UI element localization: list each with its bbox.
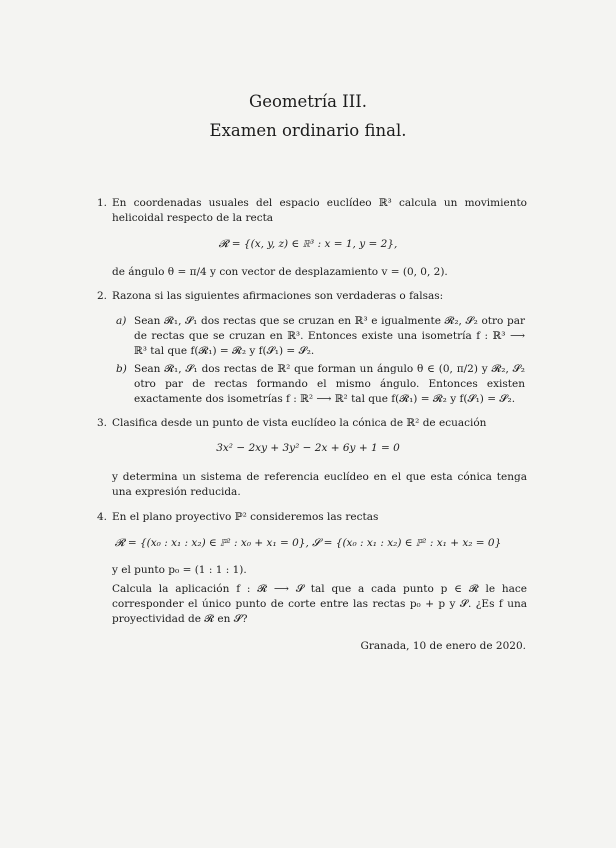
problem-4 <box>97 510 527 525</box>
problem-text: En el plano proyectivo ℙ² consideremos las rectas <box>112 511 379 523</box>
item-text: Sean 𝓡₁, 𝓢₁ dos rectas que se cruzan en ℝ³ e igualmente 𝓡₂, 𝓢₂ otro par de rectas que se cruzan en ℝ³. Entonces existe una isometría f : ℝ³ ⟶ ℝ³ tal que f(𝓡₁) = 𝓡₂ y f(𝓢₁) = 𝓢₂. <box>134 315 525 357</box>
problem-text: Razona si las siguientes afirmaciones son verdaderas o falsas: <box>112 290 444 302</box>
place-date: Granada, 10 de enero de 2020. <box>360 640 526 652</box>
problem-3-after <box>97 470 527 500</box>
problem-3 <box>97 416 527 431</box>
problem-3-equation: 3x² − 2xy + 3y² − 2x + 6y + 1 = 0 <box>216 442 400 454</box>
problem-2-item-b <box>116 362 525 407</box>
problem-4-equation: 𝓡 = {(x₀ : x₁ : x₂) ∈ ℙ² : x₀ + x₁ = 0}, 𝓢 = {(x₀ : x₁ : x₂) ∈ ℙ² : x₁ + x₂ = 0} <box>114 537 502 549</box>
problem-number: 2. <box>97 290 108 302</box>
problem-2 <box>97 289 527 304</box>
problem-1-after <box>97 265 527 280</box>
problem-text: Clasifica desde un punto de vista euclídeo la cónica de ℝ² de ecuación <box>112 417 487 429</box>
problem-after-text: de ángulo θ = π/4 y con vector de desplazamiento v = (0, 0, 2). <box>112 266 448 278</box>
exam-subtitle: Examen ordinario final. <box>209 121 407 140</box>
item-text: Sean 𝓡₁, 𝓢₁ dos rectas de ℝ² que forman un ángulo θ ∈ (0, π/2) y 𝓡₂, 𝓢₂ otro par de rectas formando el mismo ángulo. Entonces existen exactamente dos isometrías f : ℝ² ⟶ ℝ² tal que f(𝓡₁) = 𝓡₂ y f(𝓢₁) = 𝓢₂. <box>134 363 525 405</box>
problem-number: 3. <box>97 417 108 429</box>
problem-number: 1. <box>97 197 108 209</box>
problem-question-text: Calcula la aplicación f : 𝓡 ⟶ 𝓢 tal que a cada punto p ∈ 𝓡 le hace corresponder el único punto de corte entre las rectas p₀ + p y 𝓢. ¿Es f una proyectividad de 𝓡 en 𝓢? <box>112 583 527 625</box>
problem-number: 4. <box>97 511 108 523</box>
problem-1-equation: 𝓡 = {(x, y, z) ∈ ℝ³ : x = 1, y = 2}, <box>218 238 398 250</box>
problem-1 <box>97 196 527 226</box>
item-label: b) <box>116 363 127 375</box>
exam-title: Geometría III. <box>249 92 367 111</box>
problem-after-text: y el punto p₀ = (1 : 1 : 1). <box>112 564 247 576</box>
problem-text: En coordenadas usuales del espacio euclídeo ℝ³ calcula un movimiento helicoidal respecto de la recta <box>112 197 527 224</box>
problem-after-text: y determina un sistema de referencia euclídeo en el que esta cónica tenga una expresión reducida. <box>112 471 527 498</box>
problem-4-question <box>97 582 527 627</box>
item-label: a) <box>116 315 127 327</box>
problem-2-item-a <box>116 314 525 359</box>
problem-4-after <box>97 563 527 578</box>
